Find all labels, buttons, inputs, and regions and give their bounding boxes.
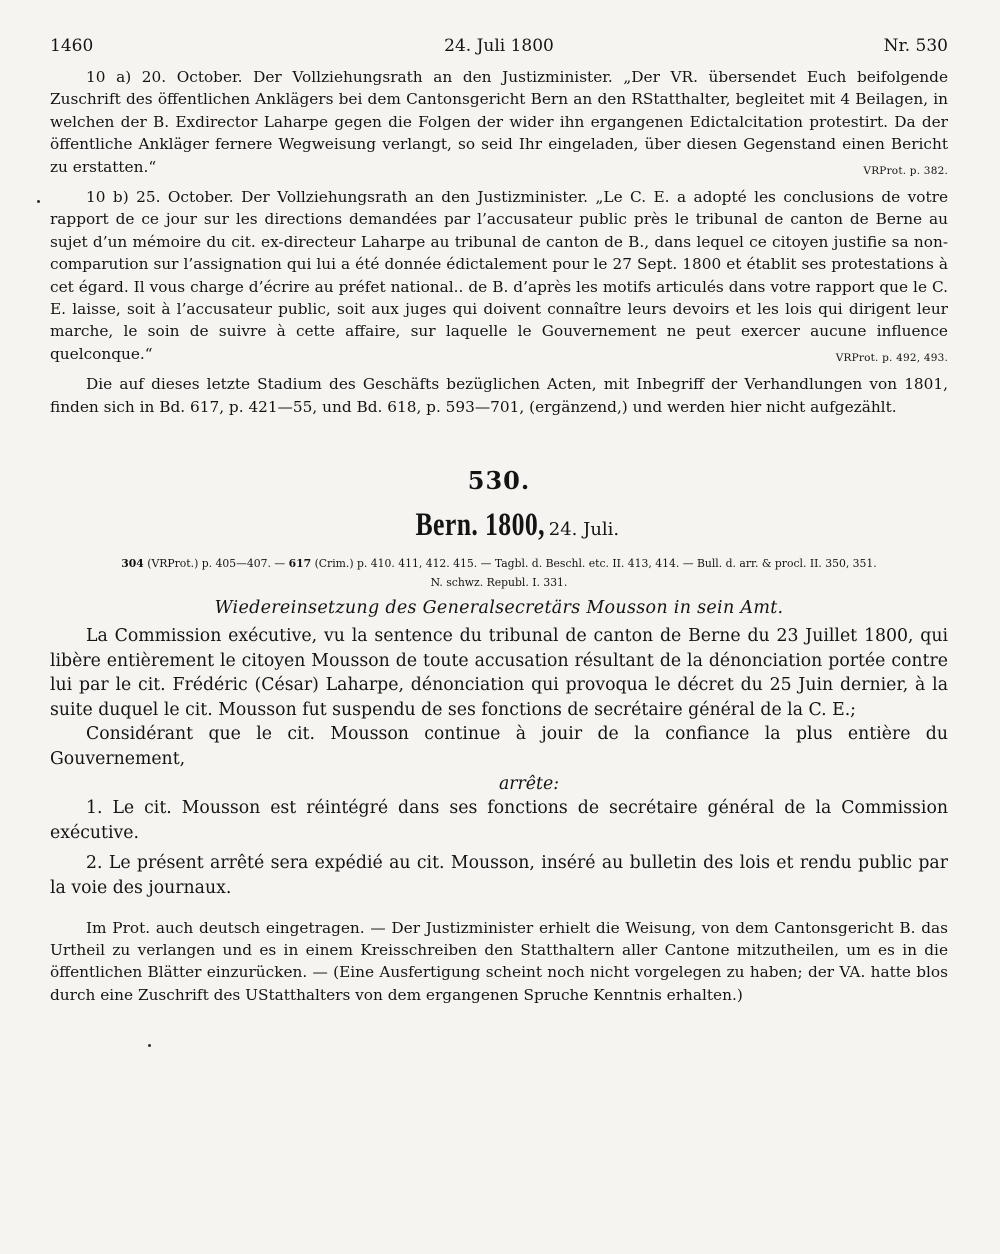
decree-article-2: 2. Le présent arrêté sera expédié au cit. Mousson, inséré au bulletin des lois et rendu public par la voie des journaux.	[50, 853, 948, 899]
document-title: Wiedereinsetzung des Generalsecretärs Mousson in sein Amt.	[214, 598, 784, 619]
document-place-date	[50, 507, 948, 544]
source-line-1	[50, 554, 948, 573]
source-text-a: (VRProt.) p. 405—407. —	[143, 557, 289, 571]
paragraph-10a	[50, 66, 948, 178]
document-place-year: Bern. 1800,	[415, 507, 545, 544]
source-volume-304: 304	[121, 557, 144, 571]
source-references	[50, 554, 948, 592]
document-day: 24. Juli.	[548, 519, 620, 541]
decree-considerant: Considérant que le cit. Mousson continue à jouir de la confiance la plus entière du Gouvernement,	[50, 724, 948, 770]
print-speck	[148, 1044, 151, 1047]
decree-preamble: La Commission exécutive, vu la sentence du tribunal de canton de Berne du 23 Juillet 1800, qui libère entièrement le citoyen Mousson de toute accusation résultant de la dénonciation portée contre lui par le cit. Frédéric (César) Laharpe, dénonciation qui provoqua le décret du 25 Juin dernier, à la suite duquel le cit. Mousson fut suspendu de ses fonctions de secrétaire général de la C. E.;	[50, 626, 948, 720]
editorial-note: Im Prot. auch deutsch eingetragen. — Der Justizminister erhielt die Weisung, von dem Cantonsgericht B. das Urtheil zu verlangen und es in einem Kreisschreiben den Statthaltern aller Cantone mitzutheilen, um es in die öffentlichen Blätter einzurücken. — (Eine Ausfertigung scheint noch nicht vorgelegen zu haben; der VA. hatte blos durch eine Zuschrift des UStatthalters von dem ergangenen Spruche Kenntnis erhalten.)	[50, 918, 948, 1004]
document-number: 530.	[467, 466, 531, 496]
decree-arrete: arrête:	[498, 773, 560, 794]
source-text-b: (Crim.) p. 410. 411, 412. 415. — Tagbl. d. Beschl. etc. II. 413, 414. — Bull. d. arr. & procl. II. 350, 351.	[311, 557, 877, 571]
paragraph-10a-reference: VRProt. p. 382.	[863, 164, 948, 177]
header-date: 24. Juli 1800	[444, 36, 554, 56]
decree-article-1: 1. Le cit. Mousson est réintégré dans ses fonctions de secrétaire général de la Commission exécutive.	[50, 798, 948, 843]
running-head	[50, 36, 948, 66]
closing-paragraph: Die auf dieses letzte Stadium des Geschäfts bezüglichen Acten, mit Inbegriff der Verhandlungen von 1801, finden sich in Bd. 617, p. 421—55, und Bd. 618, p. 593—701, (ergänzend,) und werden hier nicht aufgezählt.	[50, 375, 948, 416]
paragraph-10b-text: 10 b) 25. October. Der Vollziehungsrath an den Justizminister. „Le C. E. a adopté les conclusions de votre rapport de ce jour sur les directions demandées par l’accusateur public près le tribunal de canton de Berne au sujet d’un mémoire du cit. ex-directeur Laharpe au tribunal de canton de B., dans lequel ce citoyen justifie sa non-comparution sur l’assignation qui lui a été donnée édictalement pour le 27 Sept. 1800 et établit ses protestations à cet égard. Il vous charge d’écrire au préfet national.. de B. d’après les motifs articulés dans votre rapport que le C. E. laisse, soit à l’accusateur public, soit aux juges qui doivent connaître leurs devoirs et les lois qui dirigent leur marche, le soin de suivre à cette affaire, sur laquelle le Gouvernement ne peut exercer aucune influence quelconque.“	[50, 188, 948, 363]
print-speck	[37, 200, 40, 203]
paragraph-10b	[50, 186, 948, 365]
header-doc-ref: Nr. 530	[883, 36, 948, 56]
source-volume-617: 617	[288, 557, 312, 571]
paragraph-10a-text: 10 a) 20. October. Der Vollziehungsrath an den Justizminister. „Der VR. übersendet Euch beifolgende Zuschrift des öffentlichen Anklägers bei dem Cantonsgericht Bern an den RStatthalter, begleitet mit 4 Beilagen, in welchen der B. Exdirector Laharpe gegen die Folgen der wider ihn ergangenen Edictalcitation protestirt. Da der öffentliche Ankläger fernere Wegweisung verlangt, so seid Ihr eingeladen, über diesen Gegenstand einen Bericht zu erstatten.“	[50, 68, 948, 176]
source-line-2: N. schwz. Republ. I. 331.	[430, 576, 568, 590]
page-number: 1460	[50, 36, 94, 56]
document-page	[50, 36, 948, 1006]
decree-body	[50, 624, 948, 901]
paragraph-10b-reference: VRProt. p. 492, 493.	[835, 351, 948, 364]
